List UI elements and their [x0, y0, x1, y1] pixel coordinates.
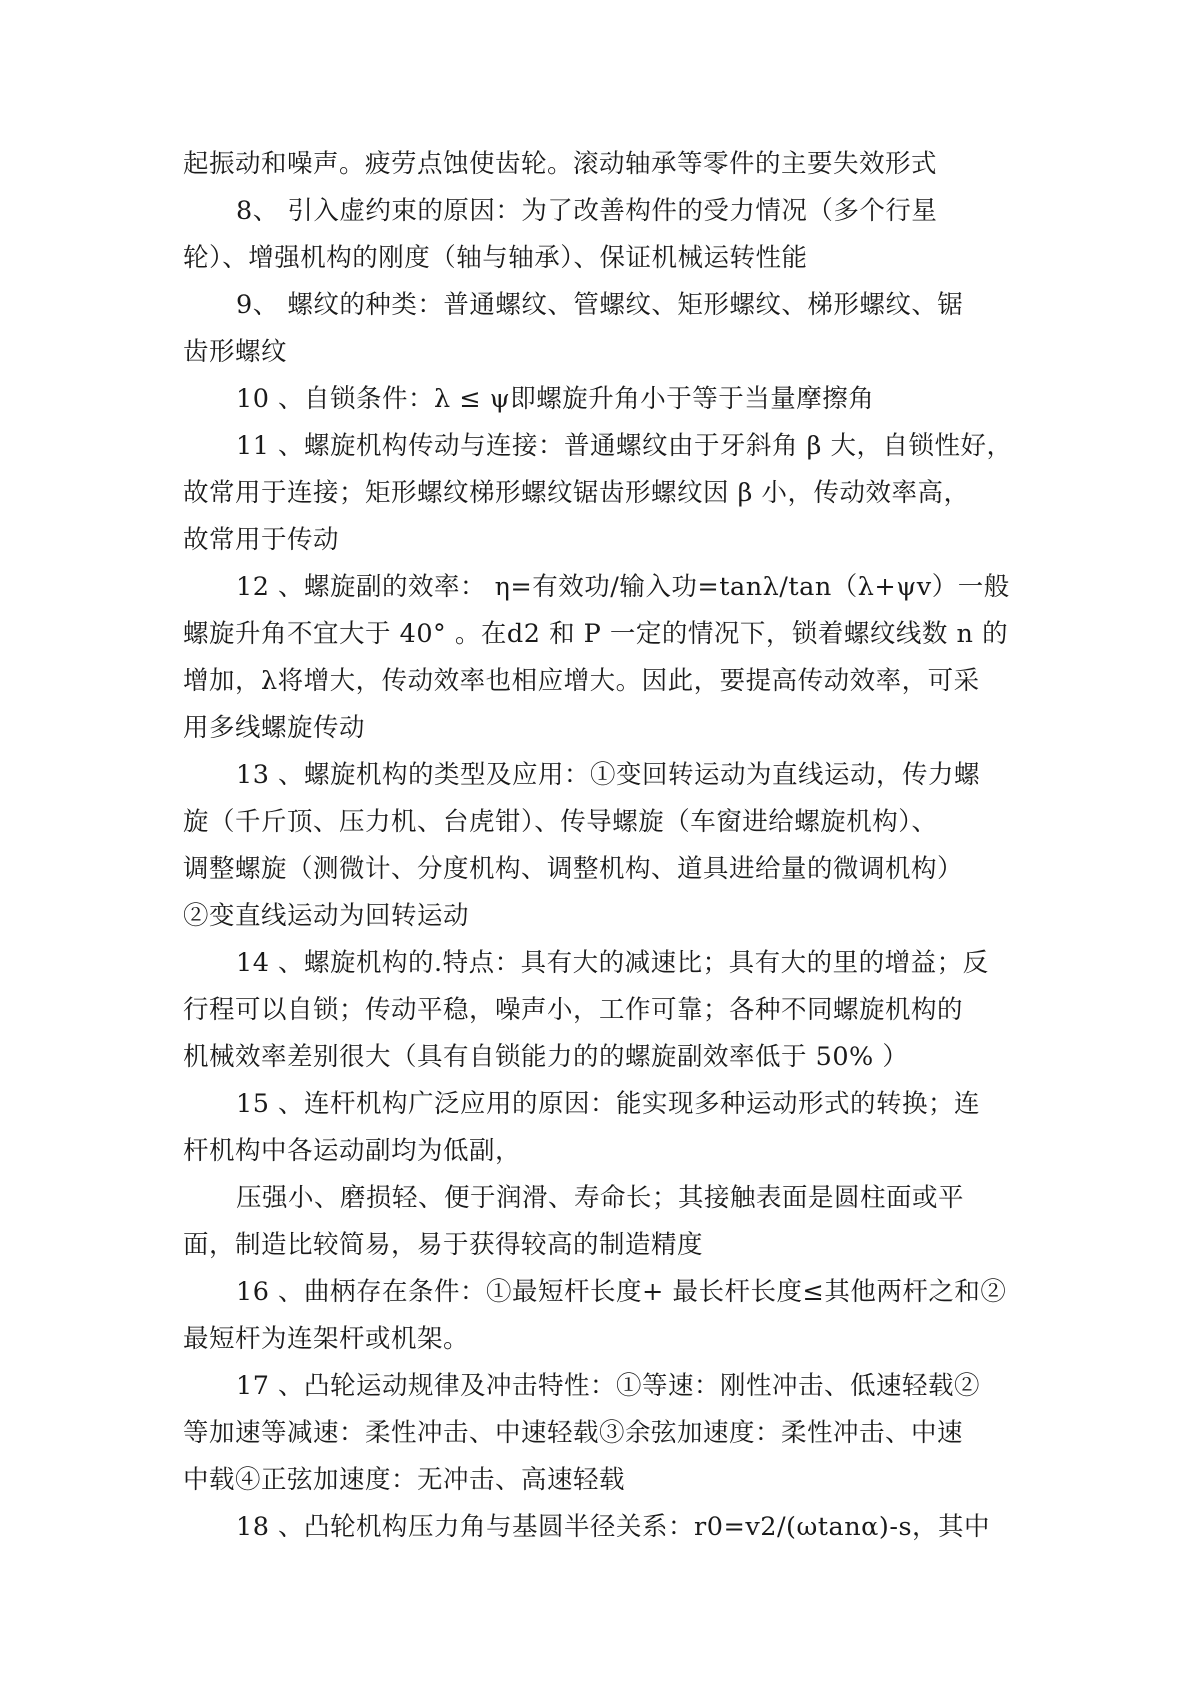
- text-line: 螺旋升角不宜大于 40° 。在d2 和 P 一定的情况下，锁着螺纹线数 n 的: [183, 619, 1009, 649]
- text-line: 轮）、增强机构的刚度（轴与轴承）、保证机械运转性能: [183, 243, 808, 273]
- text-line: 面，制造比较简易，易于获得较高的制造精度: [183, 1230, 704, 1260]
- text-line: 故常用于传动: [183, 525, 340, 555]
- text-line: 齿形螺纹: [183, 337, 288, 367]
- text-line: 11 、螺旋机构传动与连接：普通螺纹由于牙斜角 β 大，自锁性好，: [236, 431, 1013, 461]
- body-text: [183, 141, 1023, 1551]
- text-line: 调整螺旋（测微计、分度机构、调整机构、道具进给量的微调机构）: [183, 854, 964, 884]
- text-line: 18 、凸轮机构压力角与基圆半径关系：r0=v2/(ωtanα)-s，其中: [236, 1512, 991, 1542]
- text-line: 杆机构中各运动副均为低副，: [183, 1136, 522, 1166]
- text-line: 机械效率差别很大（具有自锁能力的的螺旋副效率低于 50% ）: [183, 1042, 909, 1072]
- text-line: 旋（千斤顶、压力机、台虎钳）、传导螺旋（车窗进给螺旋机构）、: [183, 807, 938, 837]
- text-line: 13 、螺旋机构的类型及应用：①变回转运动为直线运动，传力螺: [236, 760, 981, 790]
- text-line: 起振动和噪声。疲劳点蚀使齿轮。滚动轴承等零件的主要失效形式: [183, 149, 938, 179]
- text-line: 增加，λ将增大，传动效率也相应增大。因此，要提高传动效率，可采: [183, 666, 980, 696]
- text-line: 8、 引入虚约束的原因：为了改善构件的受力情况（多个行星: [236, 196, 938, 226]
- text-line: 16 、曲柄存在条件：①最短杆长度+ 最长杆长度≤其他两杆之和②: [236, 1277, 1007, 1307]
- text-line: 中载④正弦加速度：无冲击、高速轻载: [183, 1465, 626, 1495]
- text-line: 最短杆为连架杆或机架。: [183, 1324, 470, 1354]
- text-line: 压强小、磨损轻、便于润滑、寿命长；其接触表面是圆柱面或平: [236, 1183, 965, 1213]
- text-line: 15 、连杆机构广泛应用的原因：能实现多种运动形式的转换；连: [236, 1089, 981, 1119]
- text-line: 17 、凸轮运动规律及冲击特性：①等速：刚性冲击、低速轻载②: [236, 1371, 981, 1401]
- text-line: 10 、自锁条件：λ ≤ ψ即螺旋升角小于等于当量摩擦角: [236, 384, 875, 414]
- text-line: 行程可以自锁；传动平稳，噪声小，工作可靠；各种不同螺旋机构的: [183, 995, 964, 1025]
- text-line: ②变直线运动为回转运动: [183, 901, 470, 931]
- text-line: 9、 螺纹的种类：普通螺纹、管螺纹、矩形螺纹、梯形螺纹、锯: [236, 290, 964, 320]
- text-line: 等加速等减速：柔性冲击、中速轻载③余弦加速度：柔性冲击、中速: [183, 1418, 964, 1448]
- text-line: 用多线螺旋传动: [183, 713, 366, 743]
- text-line: 12 、螺旋副的效率： η=有效功/输入功=tanλ/tan（λ+ψv）一般: [236, 572, 1010, 602]
- text-line: 14 、螺旋机构的.特点：具有大的减速比；具有大的里的增益；反: [236, 948, 989, 978]
- text-line: 故常用于连接；矩形螺纹梯形螺纹锯齿形螺纹因 β 小，传动效率高，: [183, 478, 970, 508]
